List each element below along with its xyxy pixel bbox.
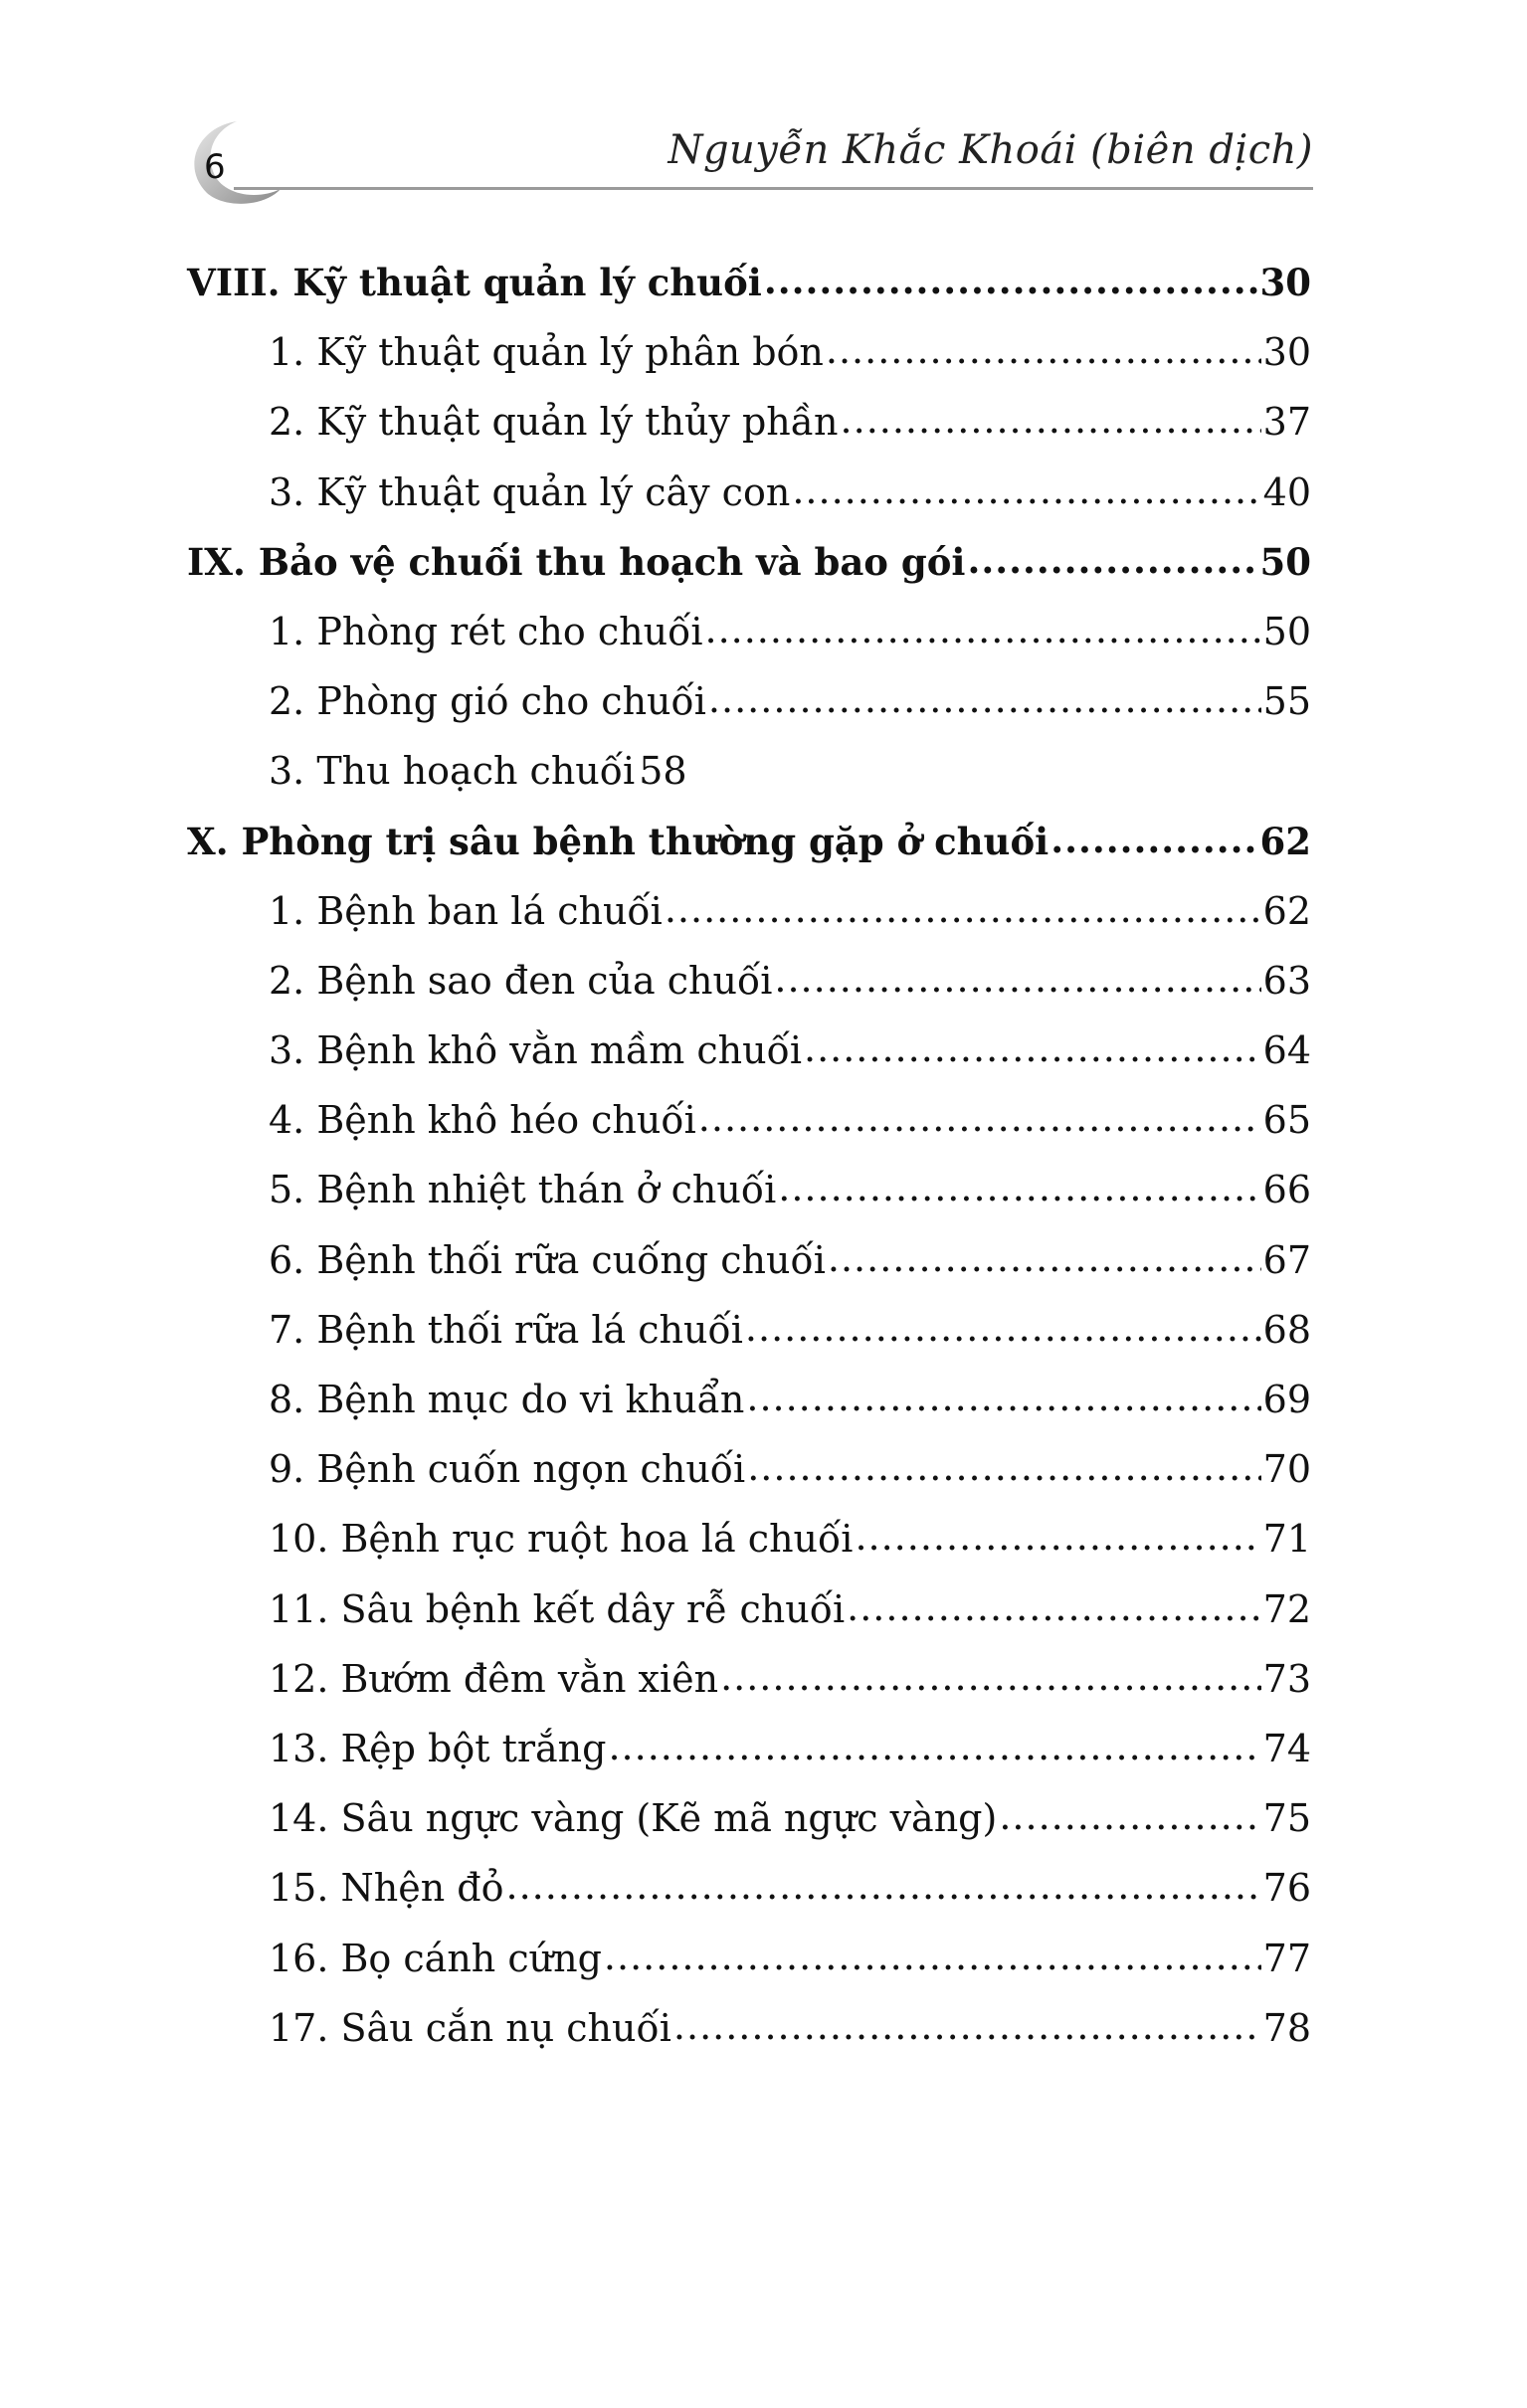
toc-entry-page: 30 [1259,261,1311,304]
toc-entry [187,400,1311,469]
toc-entry-page: 58 [639,749,687,794]
toc-entry-title: IX. Bảo vệ chuối thu hoạch và bao gói [187,539,966,584]
dot-leader [764,259,1258,302]
toc-entry-title: 16. Bọ cánh cứng [269,1936,602,1980]
toc-entry-title: 3. Thu hoạch chuối [269,749,636,794]
toc-entry [187,1587,1311,1657]
toc-entry-title: 4. Bệnh khô héo chuối [269,1098,696,1143]
toc-entry-page: 65 [1262,1098,1311,1143]
toc-entry-page: 78 [1262,2005,1311,2050]
toc-entry [187,679,1311,749]
toc-entry-title: 2. Bệnh sao đen của chuối [269,958,773,1003]
toc-entry [187,2006,1311,2076]
dot-leader [708,677,1261,721]
toc-entry-page: 55 [1262,679,1311,724]
toc-entry-title: 6. Bệnh thối rữa cuống chuối [269,1237,826,1282]
toc-entry-page: 64 [1262,1028,1311,1073]
toc-section-entry [187,540,1311,610]
toc-entry-page: 70 [1262,1447,1311,1492]
toc-entry-title: 3. Bệnh khô vằn mầm chuối [269,1028,802,1073]
toc-entry-title: 10. Bệnh rục ruột hoa lá chuối [269,1517,854,1562]
dot-leader [698,1096,1261,1140]
dot-leader [704,608,1260,651]
toc-entry-title: 17. Sâu cắn nụ chuối [269,2005,671,2050]
dot-leader [841,398,1261,442]
dot-leader [792,468,1260,512]
toc-entry-page: 50 [1262,609,1311,653]
toc-entry-title: 7. Bệnh thối rữa lá chuối [269,1307,743,1352]
toc-entry-title: X. Phòng trị sâu bệnh thường gặp ở chuối [187,819,1050,863]
dot-leader [673,2004,1261,2048]
toc-entry-title: VIII. Kỹ thuật quản lý chuối [187,261,762,304]
toc-entry-title: 2. Kỹ thuật quản lý thủy phần [269,400,839,445]
dot-leader [828,1236,1261,1280]
dot-leader [999,1794,1260,1838]
dot-leader [665,887,1261,931]
dot-leader [847,1585,1261,1629]
dot-leader [747,1445,1260,1489]
toc-entry-page: 68 [1262,1307,1311,1352]
dot-leader [778,1166,1260,1209]
page-number: 6 [204,147,226,187]
toc-section-entry [187,261,1311,330]
toc-entry [187,1238,1311,1308]
toc-entry [187,470,1311,540]
toc-entry-title: 3. Kỹ thuật quản lý cây con [269,469,791,514]
toc-entry-title: 1. Bệnh ban lá chuối [269,888,663,933]
toc-entry [187,1937,1311,2006]
toc-entry-title: 2. Phòng gió cho chuối [269,679,706,724]
toc-entry [187,1378,1311,1447]
dot-leader [855,1515,1260,1559]
dot-leader [774,957,1260,1001]
toc-entry [187,889,1311,959]
page-header [0,0,1527,209]
dot-leader [967,538,1257,582]
toc-entry-page: 73 [1262,1656,1311,1701]
dot-leader [826,328,1261,372]
header-divider [234,187,1313,190]
toc-entry-title: 13. Rệp bột trắng [269,1726,607,1770]
toc-entry-page: 62 [1262,888,1311,933]
toc-entry-page: 66 [1262,1168,1311,1212]
toc-entry [187,1657,1311,1727]
dot-leader [505,1864,1260,1908]
toc-entry [187,1517,1311,1586]
toc-entry-page: 74 [1262,1726,1311,1770]
toc-section-entry [187,820,1311,889]
toc-entry [187,1866,1311,1936]
toc-entry-page: 69 [1262,1378,1311,1421]
toc-entry [187,330,1311,400]
toc-entry-page: 67 [1262,1237,1311,1282]
dot-leader [745,1306,1261,1350]
toc-entry-page: 50 [1259,539,1311,584]
toc-entry [187,1098,1311,1168]
toc-entry [187,1308,1311,1378]
toc-entry [187,1796,1311,1866]
dot-leader [604,1935,1261,1978]
toc-entry-page: 40 [1262,469,1311,514]
toc-entry-title: 15. Nhện đỏ [269,1866,504,1911]
dot-leader [608,1725,1260,1768]
toc-entry-title: 14. Sâu ngực vàng (Kẽ mã ngực vàng) [269,1796,998,1841]
toc-entry [187,959,1311,1028]
toc-entry-title: 5. Bệnh nhiệt thán ở chuối [269,1168,777,1212]
dot-leader [746,1376,1260,1419]
toc-entry-title: 9. Bệnh cuốn ngọn chuối [269,1447,746,1492]
dot-leader [1050,818,1257,861]
toc-entry-title: 8. Bệnh mục do vi khuẩn [269,1378,745,1421]
toc-entry [187,610,1311,679]
toc-entry [187,1168,1311,1237]
dot-leader [804,1026,1261,1070]
toc-entry-page: 77 [1262,1936,1311,1980]
toc-entry-page: 75 [1262,1796,1311,1841]
toc-entry [187,1028,1311,1098]
toc-entry [187,1727,1311,1796]
running-header-author: Nguyễn Khắc Khoái (biên dịch) [668,127,1313,173]
crescent-moon-icon [177,117,286,207]
toc-entry-page: 37 [1262,400,1311,445]
toc-entry [187,1447,1311,1517]
toc-entry-page: 63 [1262,958,1311,1003]
toc-entry-page: 76 [1262,1866,1311,1911]
dot-leader [720,1655,1261,1699]
toc-entry-title: 12. Bướm đêm vằn xiên [269,1656,719,1701]
toc-entry [187,749,1311,819]
toc-entry-page: 62 [1259,819,1311,863]
table-of-contents [187,261,1311,2076]
toc-entry-page: 30 [1262,330,1311,375]
toc-entry-title: 11. Sâu bệnh kết dây rễ chuối [269,1586,846,1631]
toc-entry-title: 1. Phòng rét cho chuối [269,609,703,653]
toc-entry-page: 71 [1262,1517,1311,1562]
toc-entry-page: 72 [1262,1586,1311,1631]
toc-entry-title: 1. Kỹ thuật quản lý phân bón [269,330,824,375]
